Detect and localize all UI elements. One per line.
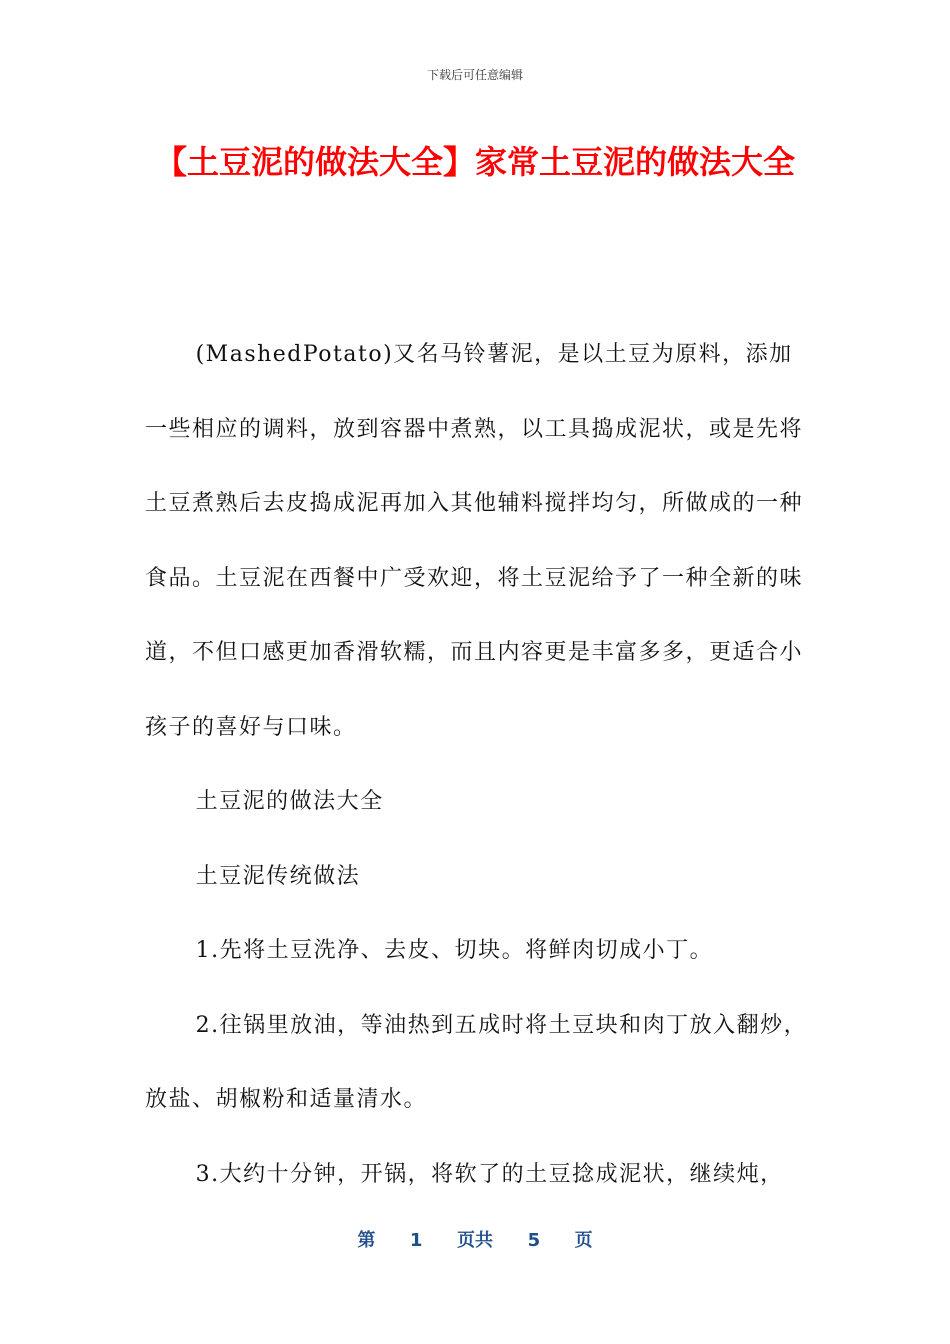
header-note: 下载后可任意编辑	[426, 68, 523, 82]
step-3: 3.大约十分钟，开锅，将软了的土豆捻成泥状，继续炖，	[195, 1161, 784, 1187]
footer-suffix: 页	[574, 1230, 593, 1251]
page-footer	[0, 1226, 950, 1252]
footer-page-number: 1	[409, 1230, 423, 1251]
subsection-heading: 土豆泥传统做法	[195, 863, 361, 889]
intro-paragraph: (MashedPotato)又名马铃薯泥，是以土豆为原料，添加一些相应的调料，放到容器中煮熟，以工具捣成泥状，或是先将土豆煮熟后去皮捣成泥再加入其他辅料搅拌均匀，所做成的一种食品。土豆泥在西餐中广受欢迎，将土豆泥给予了一种全新的味道，不但口感更加香滑软糯，而且内容更是丰富多多，更适合小孩子的喜好与口味。	[145, 342, 804, 740]
footer-total-pages: 5	[527, 1230, 541, 1251]
document-title: 【土豆泥的做法大全】家常土豆泥的做法大全	[154, 143, 795, 181]
step-2: 2.往锅里放油，等油热到五成时将土豆块和肉丁放入翻炒，放盐、胡椒粉和适量清水。	[145, 1012, 808, 1112]
step-1: 1.先将土豆洗净、去皮、切块。将鲜肉切成小丁。	[195, 938, 714, 963]
footer-mid: 页共	[457, 1230, 493, 1251]
footer-prefix: 第	[357, 1230, 376, 1251]
section-heading: 土豆泥的做法大全	[195, 789, 384, 814]
document-body	[145, 318, 810, 1212]
